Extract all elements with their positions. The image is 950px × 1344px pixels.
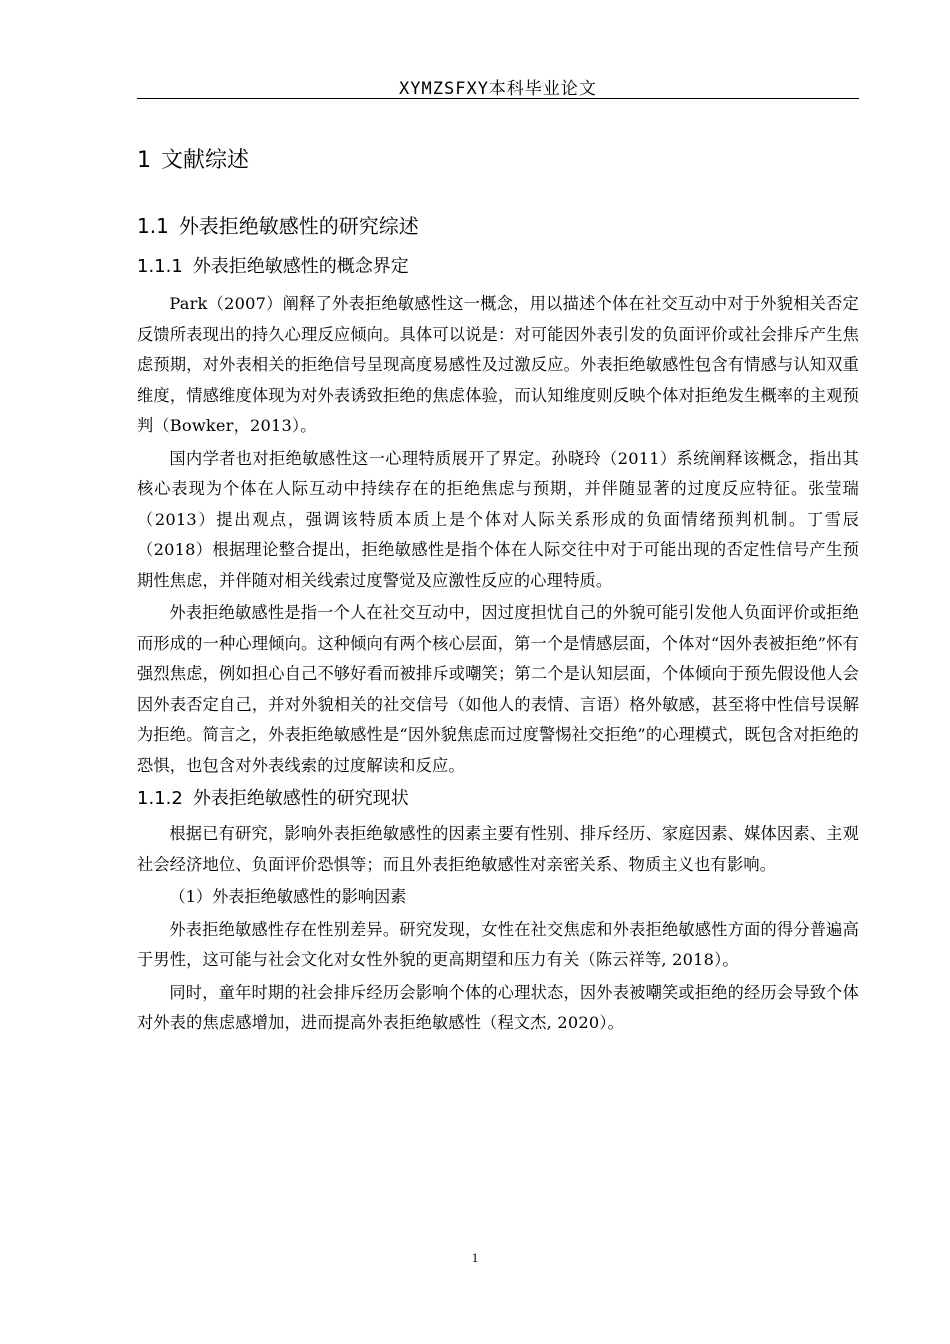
- paragraph: 同时，童年时期的社会排斥经历会影响个体的心理状态，因外表被嘲笑或拒绝的经历会导致个体对外表的焦虑感增加，进而提高外表拒绝敏感性（程文杰, 2020）。: [137, 982, 859, 1032]
- paragraph: Park（2007）阐释了外表拒绝敏感性这一概念，用以描述个体在社交互动中对于外貌相关否定反馈所表现出的持久心理反应倾向。具体可以说是：对可能因外表引发的负面评价或社会排斥产生焦虑预期，对外表相关的拒绝信号呈现高度易感性及过激反应。外表拒绝敏感性包含有情感与认知双重维度，情感维度体现为对外表诱致拒绝的焦虑体验，而认知维度则反映个体对拒绝发生概率的主观预判（Bowker，2013）。: [137, 294, 859, 435]
- header-rule: [137, 98, 859, 99]
- page-content: [137, 145, 859, 1041]
- subsection-heading-1: [137, 253, 859, 281]
- chapter-heading: [137, 145, 859, 177]
- subsection-heading-2: [137, 785, 859, 813]
- paragraph: 外表拒绝敏感性是指一个人在社交互动中，因过度担忧自己的外貌可能引发他人负面评价或拒绝而形成的一种心理倾向。这种倾向有两个核心层面，第一个是情感层面，个体对“因外表被拒绝”怀有强烈焦虑，例如担心自己不够好看而被排斥或嘲笑；第二个是认知层面，个体倾向于预先假设他人会因外表否定自己，并对外貌相关的社交信号（如他人的表情、言语）格外敏感，甚至将中性信号误解为拒绝。简言之，外表拒绝敏感性是“因外貌焦虑而过度警惕社交拒绝”的心理模式，既包含对拒绝的恐惧，也包含对外表线索的过度解读和反应。: [137, 603, 859, 775]
- list-item-label: （1）外表拒绝敏感性的影响因素: [169, 887, 407, 906]
- section-number: 1.1: [137, 214, 169, 238]
- section-heading: [137, 211, 859, 241]
- chapter-number: 1: [137, 148, 151, 173]
- paragraph: 根据已有研究，影响外表拒绝敏感性的因素主要有性别、排斥经历、家庭因素、媒体因素、主观社会经济地位、负面评价恐惧等；而且外表拒绝敏感性对亲密关系、物质主义也有影响。: [137, 824, 859, 874]
- subsection-title: 外表拒绝敏感性的研究现状: [192, 788, 409, 809]
- running-header: XYMZSFXY本科毕业论文: [399, 79, 597, 99]
- chapter-title: 文献综述: [161, 148, 250, 173]
- subsection-title: 外表拒绝敏感性的概念界定: [192, 256, 409, 277]
- subsection-number: 1.1.2: [137, 788, 183, 809]
- subsection-number: 1.1.1: [137, 256, 183, 277]
- section-title: 外表拒绝敏感性的研究综述: [178, 214, 419, 238]
- paragraph: 国内学者也对拒绝敏感性这一心理特质展开了界定。孙晓玲（2011）系统阐释该概念，指出其核心表现为个体在人际互动中持续存在的拒绝焦虑与预期，并伴随显著的过度反应特征。张莹瑞（2013）提出观点，强调该特质本质上是个体对人际关系形成的负面情绪预判机制。丁雪辰（2018）根据理论整合提出，拒绝敏感性是指个体在人际交往中对于可能出现的否定性信号产生预期性焦虑，并伴随对相关线索过度警觉及应激性反应的心理特质。: [137, 448, 859, 590]
- paragraph: 外表拒绝敏感性存在性别差异。研究发现，女性在社交焦虑和外表拒绝敏感性方面的得分普遍高于男性，这可能与社会文化对女性外貌的更高期望和压力有关（陈云祥等, 2018）。: [137, 919, 859, 969]
- page-number: 1: [471, 1250, 479, 1265]
